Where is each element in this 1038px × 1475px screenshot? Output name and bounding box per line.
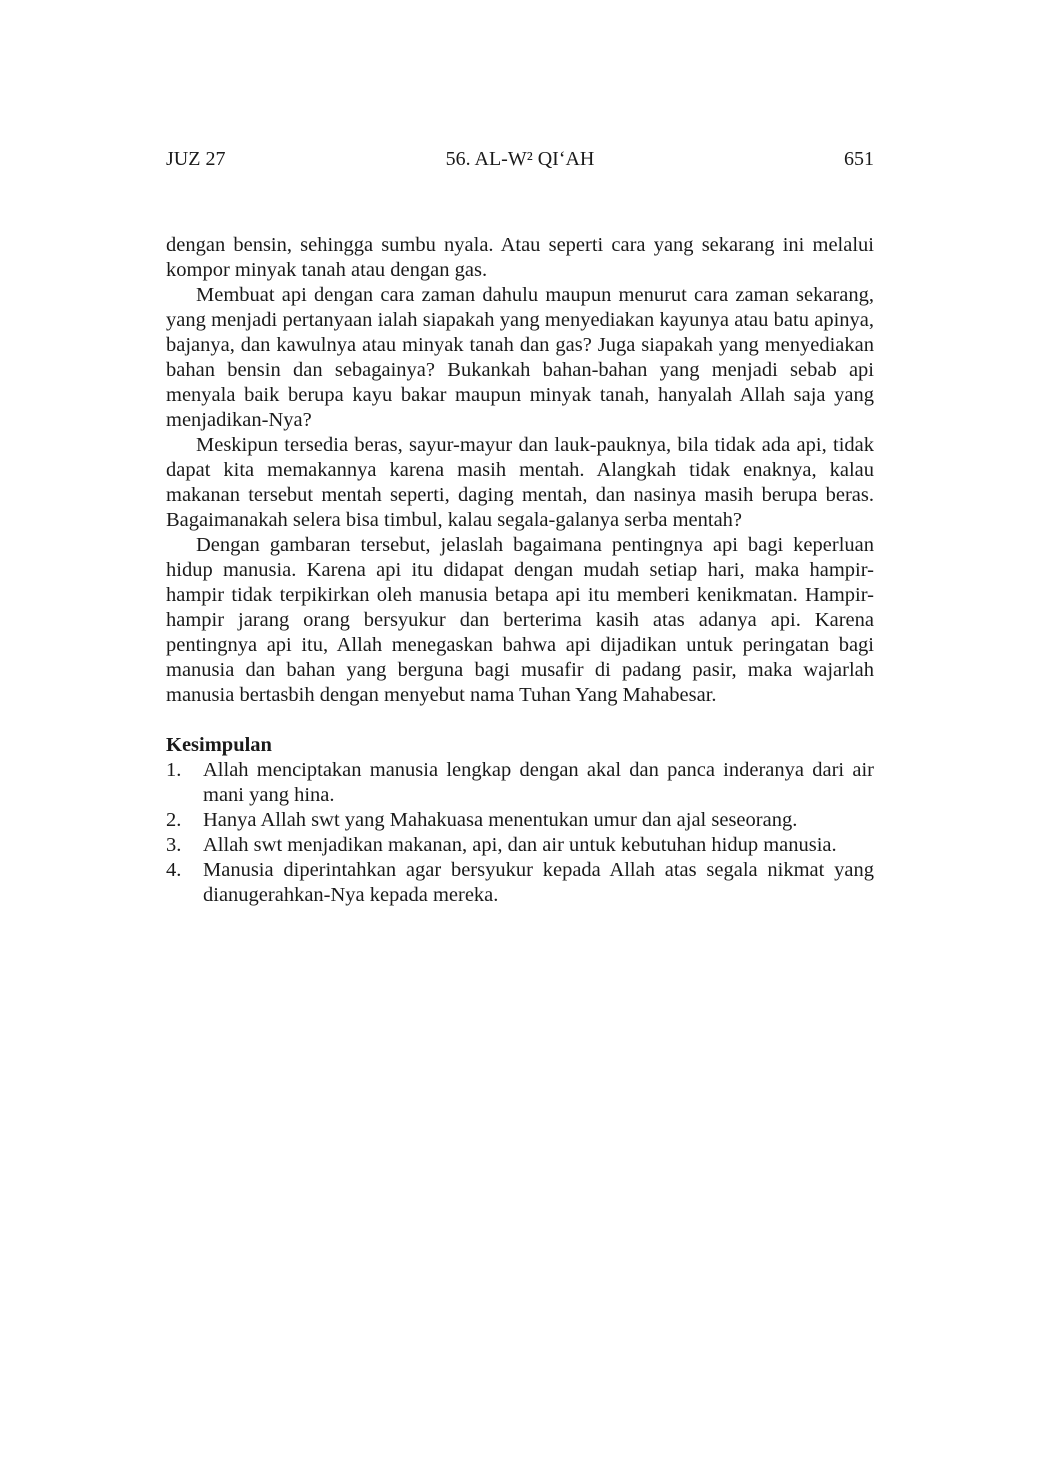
list-item-number: 4. — [166, 859, 182, 881]
juz-label: JUZ 27 — [166, 148, 226, 170]
paragraph-continuation: dengan bensin, sehingga sumbu nyala. Atau seperti cara yang sekarang ini melalui kompor minyak tanah atau dengan gas. — [166, 234, 874, 281]
list-item-text: Allah swt menjadikan makanan, api, dan air untuk kebutuhan hidup manusia. — [203, 834, 837, 856]
list-item — [166, 758, 874, 808]
running-header — [166, 145, 874, 173]
list-item-text: Manusia diperintahkan agar bersyukur kepada Allah atas segala nikmat yang dianugerahkan-Nya kepada mereka. — [203, 859, 874, 906]
section-heading-kesimpulan: Kesimpulan — [166, 734, 272, 756]
list-item-text: Allah menciptakan manusia lengkap dengan akal dan panca inderanya dari air mani yang hina. — [203, 759, 874, 806]
list-item-text: Hanya Allah swt yang Mahakuasa menentukan umur dan ajal seseorang. — [203, 809, 798, 831]
page-number: 651 — [844, 148, 874, 170]
list-item — [166, 808, 874, 833]
conclusion-list — [166, 758, 874, 908]
surah-title: 56. AL-W² QI‘AH — [445, 148, 595, 170]
list-item-number: 2. — [166, 809, 182, 831]
list-item-number: 1. — [166, 759, 182, 781]
paragraph: Membuat api dengan cara zaman dahulu maupun menurut cara zaman sekarang, yang menjadi pertanyaan ialah siapakah yang menyediakan kayunya atau batu apinya, bajanya, dan kawulnya atau minyak tanah dan gas? Juga siapakah yang menyediakan bahan bensin dan sebagainya? Bukankah bahan-bahan yang menjadi sebab api menyala baik berupa kayu bakar maupun minyak tanah, hanyalah Allah saja yang menjadikan-Nya? — [166, 284, 874, 431]
paragraph: Meskipun tersedia beras, sayur-mayur dan lauk-pauknya, bila tidak ada api, tidak dapat kita memakannya karena masih mentah. Alangkah tidak enaknya, kalau makanan tersebut mentah seperti, daging mentah, dan nasinya masih berupa beras. Bagaimanakah selera bisa timbul, kalau segala-galanya serba mentah? — [166, 434, 874, 531]
list-item-number: 3. — [166, 834, 182, 856]
page-body — [166, 233, 874, 908]
list-item — [166, 833, 874, 858]
paragraph: Dengan gambaran tersebut, jelaslah bagaimana pentingnya api bagi keperluan hidup manusia. Karena api itu didapat dengan mudah setiap hari, maka hampir-hampir tidak terpikirkan oleh manusia betapa api itu memberi kenikmatan. Hampir-hampir jarang orang bersyukur dan berterima kasih atas adanya api. Karena pentingnya api itu, Allah menegaskan bahwa api dijadikan untuk peringatan bagi manusia dan bahan yang berguna bagi musafir di padang pasir, maka wajarlah manusia bertasbih dengan menyebut nama Tuhan Yang Mahabesar. — [166, 534, 874, 706]
list-item — [166, 858, 874, 908]
